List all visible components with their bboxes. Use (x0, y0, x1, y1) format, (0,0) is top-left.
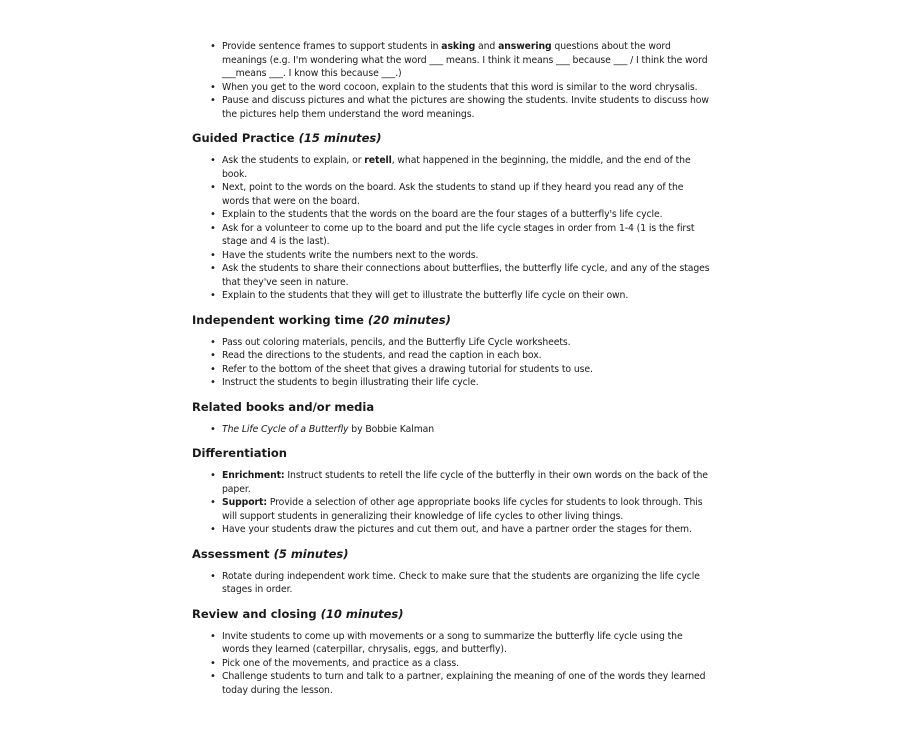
section-heading: Guided Practice (15 minutes) (192, 131, 382, 145)
intro-list (210, 40, 900, 121)
list-item: • Pass out coloring materials, pencils, and the Butterfly Life Cycle worksheets. (210, 336, 712, 350)
list-item: • Have your students draw the pictures and cut them out, and have a partner order the stages for them. (210, 523, 712, 537)
section-heading: Independent working time (20 minutes) (192, 312, 451, 327)
list-item: • Instruct the students to begin illustrating their life cycle. (210, 376, 712, 390)
differentiation-section (192, 446, 900, 537)
list-item: • Ask the students to explain, or retell, what happened in the beginning, the middle, and the end of the book. (210, 154, 712, 181)
independent-working-list (210, 336, 900, 390)
assessment-list (210, 570, 900, 597)
list-item: • Challenge students to turn and talk to a partner, explaining the meaning of one of the words they learned today during the lesson. (210, 670, 712, 697)
list-item: • Ask the students to share their connections about butterflies, the butterfly life cycle, and any of the stages that they've seen in nature. (210, 262, 712, 289)
independent-working-section (192, 313, 900, 390)
list-item: • Rotate during independent work time. Check to make sure that the students are organizing the life cycle stages in order. (210, 570, 712, 597)
related-media-section (192, 400, 900, 437)
review-closing-section (192, 607, 900, 698)
section-heading: Review and closing (10 minutes) (192, 606, 404, 621)
related-media-list (210, 423, 900, 437)
list-item: • Pick one of the movements, and practice as a class. (210, 657, 712, 671)
list-item: • Pause and discuss pictures and what the pictures are showing the students. Invite students to discuss how the pictures help them understand the word meanings. (210, 94, 712, 121)
list-item: • Support: Provide a selection of other age appropriate books life cycles for students to look through. This will support students in generalizing their knowledge of life cycles to other living things. (210, 496, 712, 523)
section-heading: Differentiation (192, 446, 287, 460)
list-item: • The Life Cycle of a Butterfly by Bobbie Kalman (210, 423, 712, 437)
list-item: • Enrichment: Instruct students to retell the life cycle of the butterfly in their own words on the back of the paper. (210, 469, 712, 496)
list-item: • Invite students to come up with movements or a song to summarize the butterfly life cycle using the words they learned (caterpillar, chrysalis, eggs, and butterfly). (210, 630, 712, 657)
list-item: • Provide sentence frames to support students in asking and answering questions about the word meanings (e.g. I'm wondering what the word ___ means. I think it means ___ because ___ / I think the word ___means ___. I know this because ___.) (210, 40, 712, 81)
list-item: • Refer to the bottom of the sheet that gives a drawing tutorial for students to use. (210, 363, 712, 377)
list-item: • When you get to the word cocoon, explain to the students that this word is similar to the word chrysalis. (210, 81, 712, 95)
list-item: • Explain to the students that they will get to illustrate the butterfly life cycle on their own. (210, 289, 712, 303)
list-item: • Have the students write the numbers next to the words. (210, 249, 712, 263)
list-item: • Explain to the students that the words on the board are the four stages of a butterfly's life cycle. (210, 208, 712, 222)
differentiation-list (210, 469, 900, 537)
section-heading: Related books and/or media (192, 399, 375, 414)
review-closing-list (210, 630, 900, 698)
section-heading: Assessment (5 minutes) (192, 546, 349, 561)
list-item: • Ask for a volunteer to come up to the board and put the life cycle stages in order from 1-4 (1 is the first stage and 4 is the last). (210, 222, 712, 249)
guided-practice-section (192, 131, 900, 303)
list-item: • Read the directions to the students, and read the caption in each box. (210, 349, 712, 363)
list-item: • Next, point to the words on the board. Ask the students to stand up if they heard you read any of the words that were on the board. (210, 181, 712, 208)
guided-practice-list (210, 154, 900, 303)
assessment-section (192, 547, 900, 597)
